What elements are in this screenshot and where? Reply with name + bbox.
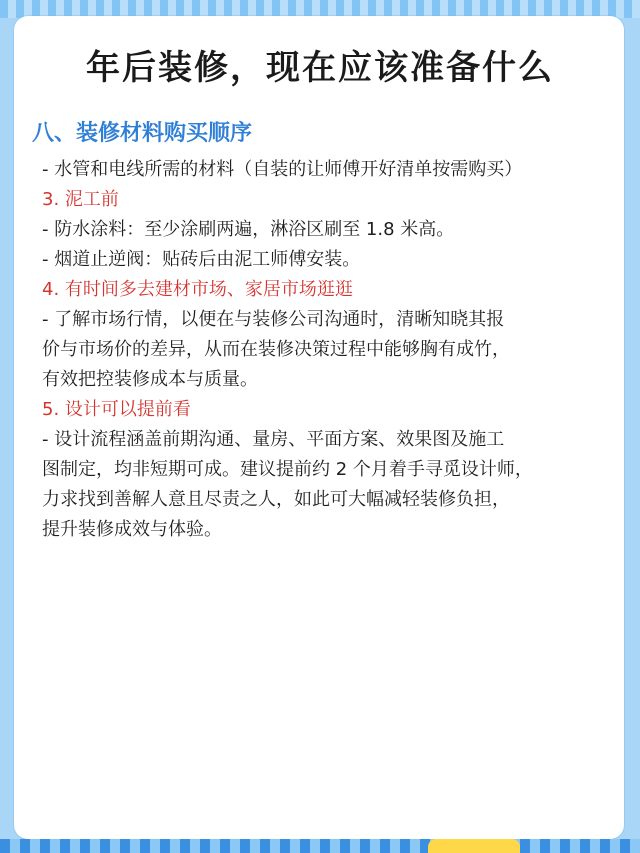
section-heading: 八、装修材料购买顺序 (32, 121, 253, 146)
text-line: 有效把控装修成本与质量。 (42, 369, 258, 390)
text-line: 力求找到善解人意且尽责之人，如此可大幅减轻装修负担， (42, 489, 510, 510)
page-title: 年后装修，现在应该准备什么 (86, 48, 554, 88)
text-line: 提升装修成效与体验。 (42, 519, 222, 540)
subheading-line: 5. 设计可以提前看 (42, 399, 191, 420)
text-line: - 防水涂料：至少涂刷两遍，淋浴区刷至 1.8 米高。 (42, 219, 455, 240)
subheading-line: 4. 有时间多去建材市场、家居市场逛逛 (42, 279, 353, 300)
bottom-decorative-pattern (0, 839, 640, 853)
text-line: 图制定，均非短期可成。建议提前约 2 个月着手寻觅设计师， (42, 459, 533, 480)
text-line: 价与市场价的差异，从而在装修决策过程中能够胸有成竹， (42, 339, 510, 360)
text-line: - 烟道止逆阀：贴砖后由泥工师傅安装。 (42, 249, 361, 270)
text-line: - 了解市场行情，以便在与装修公司沟通时，清晰知晓其报 (42, 309, 505, 330)
text-line: - 设计流程涵盖前期沟通、量房、平面方案、效果图及施工 (42, 429, 505, 450)
yellow-decorative-shape (428, 839, 520, 853)
subheading-line: 3. 泥工前 (42, 189, 119, 210)
article-body (42, 155, 622, 545)
text-line: - 水管和电线所需的材料（自装的让师傅开好清单按需购买） (42, 159, 523, 180)
